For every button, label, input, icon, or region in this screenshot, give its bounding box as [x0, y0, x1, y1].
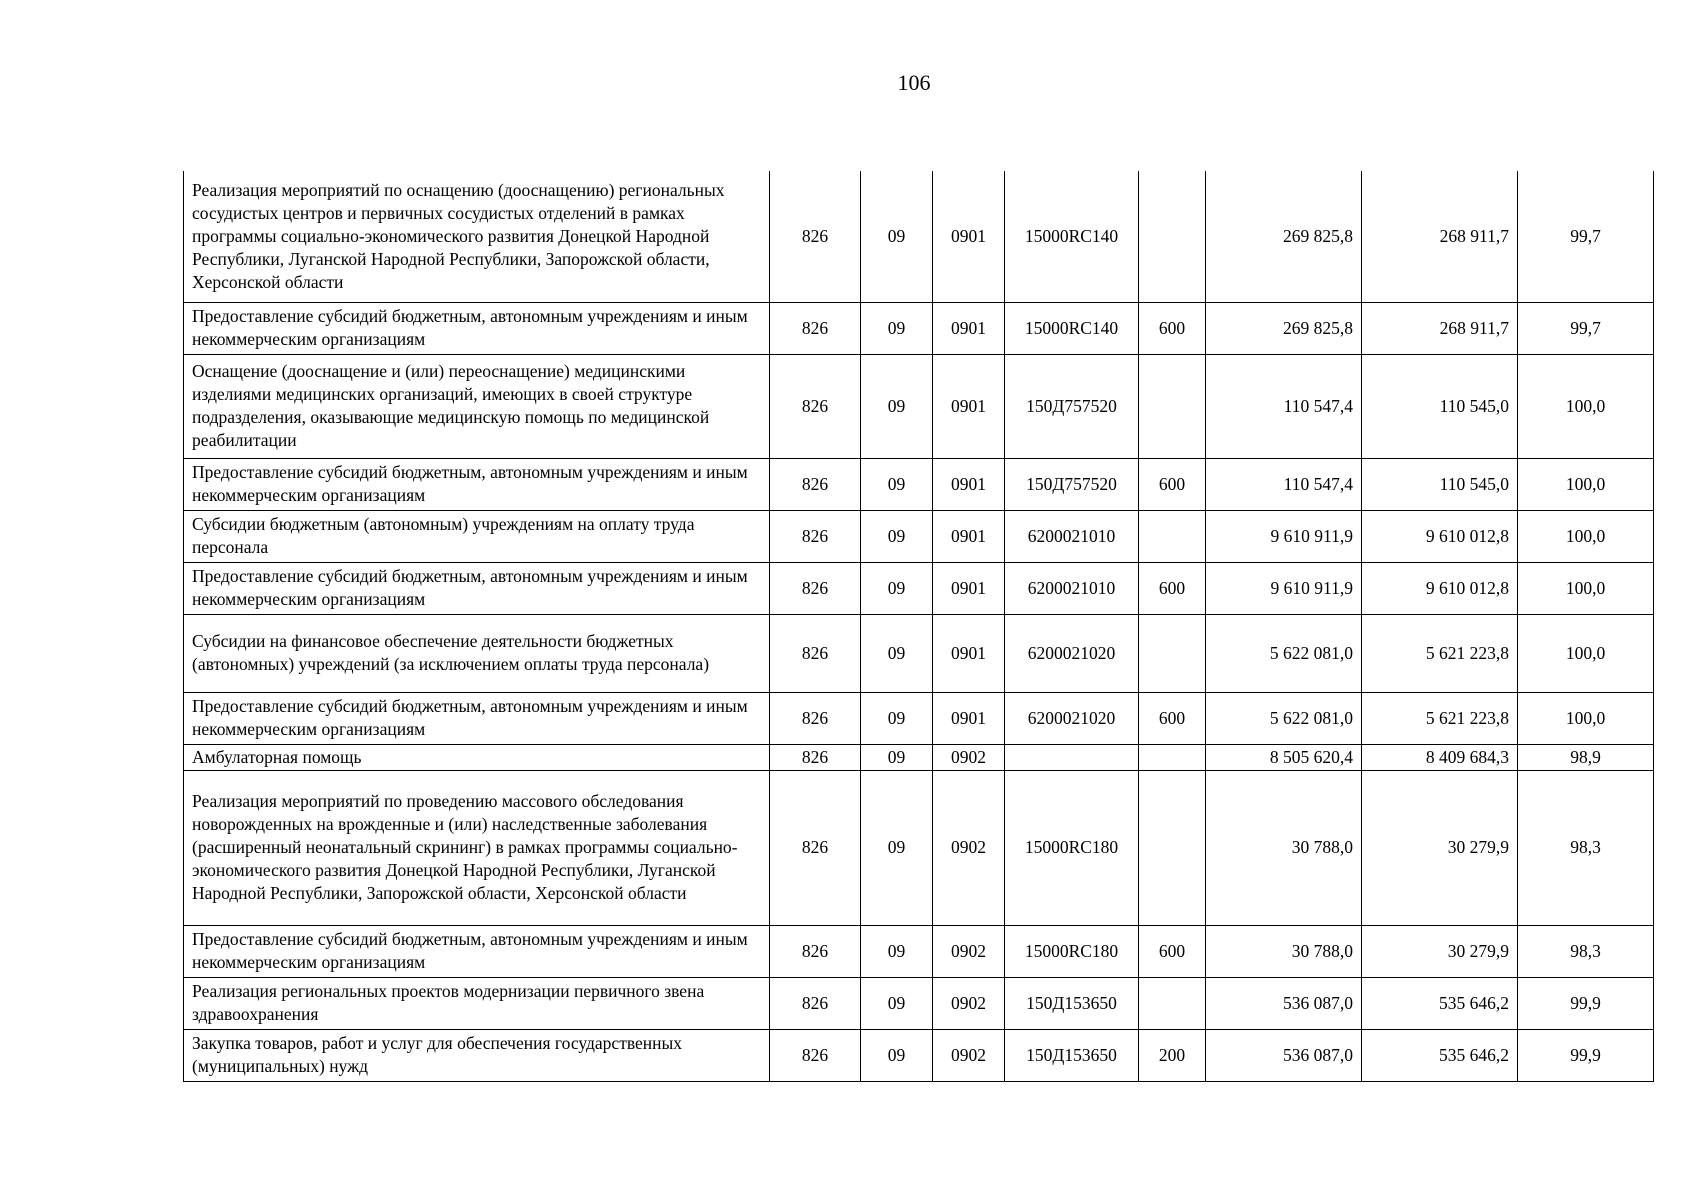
row-section-code: 09 [861, 614, 933, 692]
row-section-code: 09 [861, 770, 933, 925]
row-ved-code: 826 [770, 925, 861, 977]
row-expense-type [1139, 977, 1206, 1029]
row-ved-code: 826 [770, 354, 861, 458]
row-name: Субсидии на финансовое обеспечение деятельности бюджетных (автономных) учреждений (за исключением оплаты труда персонала) [184, 614, 770, 692]
row-planned-amount: 110 547,4 [1206, 458, 1362, 510]
table-row [184, 302, 1654, 354]
row-expense-type: 600 [1139, 302, 1206, 354]
table-row [184, 744, 1654, 770]
row-section-code: 09 [861, 354, 933, 458]
row-actual-amount: 268 911,7 [1362, 171, 1518, 302]
page-number: 106 [897, 70, 931, 95]
row-name: Субсидии бюджетным (автономным) учреждениям на оплату труда персонала [184, 510, 770, 562]
row-subsection-code: 0902 [933, 925, 1005, 977]
table-row [184, 171, 1654, 302]
row-execution-percent: 100,0 [1518, 458, 1654, 510]
row-name: Предоставление субсидий бюджетным, автономным учреждениям и иным некоммерческим организациям [184, 562, 770, 614]
row-planned-amount: 110 547,4 [1206, 354, 1362, 458]
row-execution-percent: 100,0 [1518, 614, 1654, 692]
row-name: Оснащение (дооснащение и (или) переоснащение) медицинскими изделиями медицинских организаций, имеющих в своей структуре подразделения, оказывающие медицинскую помощь по медицинской реабилитации [184, 354, 770, 458]
row-ved-code: 826 [770, 562, 861, 614]
row-execution-percent: 99,7 [1518, 171, 1654, 302]
row-expense-type: 200 [1139, 1029, 1206, 1081]
row-actual-amount: 8 409 684,3 [1362, 744, 1518, 770]
row-name: Предоставление субсидий бюджетным, автономным учреждениям и иным некоммерческим организациям [184, 692, 770, 744]
row-target-article: 15000RC180 [1005, 925, 1139, 977]
row-section-code: 09 [861, 977, 933, 1029]
row-execution-percent: 100,0 [1518, 562, 1654, 614]
row-planned-amount: 536 087,0 [1206, 1029, 1362, 1081]
row-expense-type: 600 [1139, 692, 1206, 744]
row-planned-amount: 536 087,0 [1206, 977, 1362, 1029]
row-expense-type [1139, 171, 1206, 302]
row-execution-percent: 98,3 [1518, 925, 1654, 977]
row-section-code: 09 [861, 458, 933, 510]
row-planned-amount: 269 825,8 [1206, 302, 1362, 354]
row-target-article: 6200021020 [1005, 692, 1139, 744]
row-target-article: 150Д153650 [1005, 977, 1139, 1029]
row-planned-amount: 8 505 620,4 [1206, 744, 1362, 770]
row-execution-percent: 99,7 [1518, 302, 1654, 354]
row-execution-percent: 100,0 [1518, 692, 1654, 744]
row-ved-code: 826 [770, 171, 861, 302]
row-subsection-code: 0902 [933, 977, 1005, 1029]
row-execution-percent: 98,3 [1518, 770, 1654, 925]
row-name: Реализация мероприятий по оснащению (дооснащению) региональных сосудистых центров и первичных сосудистых отделений в рамках программы социально-экономического развития Донецкой Народной Республики, Луганской Народной Республики, Запорожской области, Херсонской области [184, 171, 770, 302]
row-section-code: 09 [861, 692, 933, 744]
table-row [184, 770, 1654, 925]
row-actual-amount: 9 610 012,8 [1362, 562, 1518, 614]
row-section-code: 09 [861, 1029, 933, 1081]
row-actual-amount: 535 646,2 [1362, 977, 1518, 1029]
row-subsection-code: 0901 [933, 562, 1005, 614]
row-ved-code: 826 [770, 977, 861, 1029]
row-name: Предоставление субсидий бюджетным, автономным учреждениям и иным некоммерческим организациям [184, 302, 770, 354]
row-section-code: 09 [861, 925, 933, 977]
row-ved-code: 826 [770, 302, 861, 354]
row-subsection-code: 0902 [933, 1029, 1005, 1081]
row-target-article: 15000RC140 [1005, 302, 1139, 354]
table-row [184, 1029, 1654, 1081]
row-expense-type: 600 [1139, 562, 1206, 614]
row-section-code: 09 [861, 510, 933, 562]
table-row [184, 977, 1654, 1029]
row-actual-amount: 5 621 223,8 [1362, 692, 1518, 744]
budget-table [183, 171, 1654, 1082]
table-row [184, 562, 1654, 614]
row-subsection-code: 0901 [933, 458, 1005, 510]
row-subsection-code: 0901 [933, 171, 1005, 302]
row-target-article: 150Д757520 [1005, 354, 1139, 458]
row-ved-code: 826 [770, 458, 861, 510]
row-actual-amount: 535 646,2 [1362, 1029, 1518, 1081]
row-target-article: 6200021010 [1005, 562, 1139, 614]
row-planned-amount: 9 610 911,9 [1206, 510, 1362, 562]
row-target-article: 150Д757520 [1005, 458, 1139, 510]
row-execution-percent: 99,9 [1518, 977, 1654, 1029]
row-target-article: 6200021010 [1005, 510, 1139, 562]
row-planned-amount: 269 825,8 [1206, 171, 1362, 302]
row-name: Предоставление субсидий бюджетным, автономным учреждениям и иным некоммерческим организациям [184, 925, 770, 977]
row-actual-amount: 110 545,0 [1362, 458, 1518, 510]
row-name: Реализация региональных проектов модернизации первичного звена здравоохранения [184, 977, 770, 1029]
row-ved-code: 826 [770, 692, 861, 744]
row-section-code: 09 [861, 744, 933, 770]
row-subsection-code: 0901 [933, 354, 1005, 458]
row-target-article: 15000RC180 [1005, 770, 1139, 925]
row-section-code: 09 [861, 302, 933, 354]
row-planned-amount: 5 622 081,0 [1206, 614, 1362, 692]
row-expense-type [1139, 510, 1206, 562]
row-subsection-code: 0902 [933, 770, 1005, 925]
row-expense-type [1139, 744, 1206, 770]
row-ved-code: 826 [770, 770, 861, 925]
row-target-article: 150Д153650 [1005, 1029, 1139, 1081]
row-execution-percent: 99,9 [1518, 1029, 1654, 1081]
row-expense-type: 600 [1139, 458, 1206, 510]
row-name: Предоставление субсидий бюджетным, автономным учреждениям и иным некоммерческим организациям [184, 458, 770, 510]
row-ved-code: 826 [770, 1029, 861, 1081]
row-ved-code: 826 [770, 510, 861, 562]
row-section-code: 09 [861, 171, 933, 302]
row-ved-code: 826 [770, 744, 861, 770]
row-execution-percent: 100,0 [1518, 354, 1654, 458]
table-row [184, 692, 1654, 744]
table-row [184, 458, 1654, 510]
row-actual-amount: 268 911,7 [1362, 302, 1518, 354]
table-row [184, 925, 1654, 977]
row-subsection-code: 0901 [933, 692, 1005, 744]
row-expense-type [1139, 354, 1206, 458]
row-planned-amount: 5 622 081,0 [1206, 692, 1362, 744]
row-actual-amount: 110 545,0 [1362, 354, 1518, 458]
row-name: Амбулаторная помощь [184, 744, 770, 770]
row-subsection-code: 0902 [933, 744, 1005, 770]
row-section-code: 09 [861, 562, 933, 614]
row-subsection-code: 0901 [933, 614, 1005, 692]
row-actual-amount: 30 279,9 [1362, 770, 1518, 925]
row-execution-percent: 98,9 [1518, 744, 1654, 770]
row-target-article: 6200021020 [1005, 614, 1139, 692]
row-subsection-code: 0901 [933, 510, 1005, 562]
row-planned-amount: 30 788,0 [1206, 925, 1362, 977]
row-ved-code: 826 [770, 614, 861, 692]
row-planned-amount: 30 788,0 [1206, 770, 1362, 925]
row-expense-type [1139, 614, 1206, 692]
row-name: Закупка товаров, работ и услуг для обеспечения государственных (муниципальных) нужд [184, 1029, 770, 1081]
row-target-article [1005, 744, 1139, 770]
row-execution-percent: 100,0 [1518, 510, 1654, 562]
row-expense-type: 600 [1139, 925, 1206, 977]
row-subsection-code: 0901 [933, 302, 1005, 354]
row-actual-amount: 5 621 223,8 [1362, 614, 1518, 692]
row-actual-amount: 9 610 012,8 [1362, 510, 1518, 562]
table-row [184, 614, 1654, 692]
row-name: Реализация мероприятий по проведению массового обследования новорожденных на врожденные и (или) наследственные заболевания (расширенный неонатальный скрининг) в рамках программы социально-экономического развития Донецкой Народной Республики, Луганской Народной Республики, Запорожской области, Херсонской области [184, 770, 770, 925]
row-planned-amount: 9 610 911,9 [1206, 562, 1362, 614]
row-expense-type [1139, 770, 1206, 925]
table-row [184, 354, 1654, 458]
row-actual-amount: 30 279,9 [1362, 925, 1518, 977]
table-row [184, 510, 1654, 562]
row-target-article: 15000RC140 [1005, 171, 1139, 302]
